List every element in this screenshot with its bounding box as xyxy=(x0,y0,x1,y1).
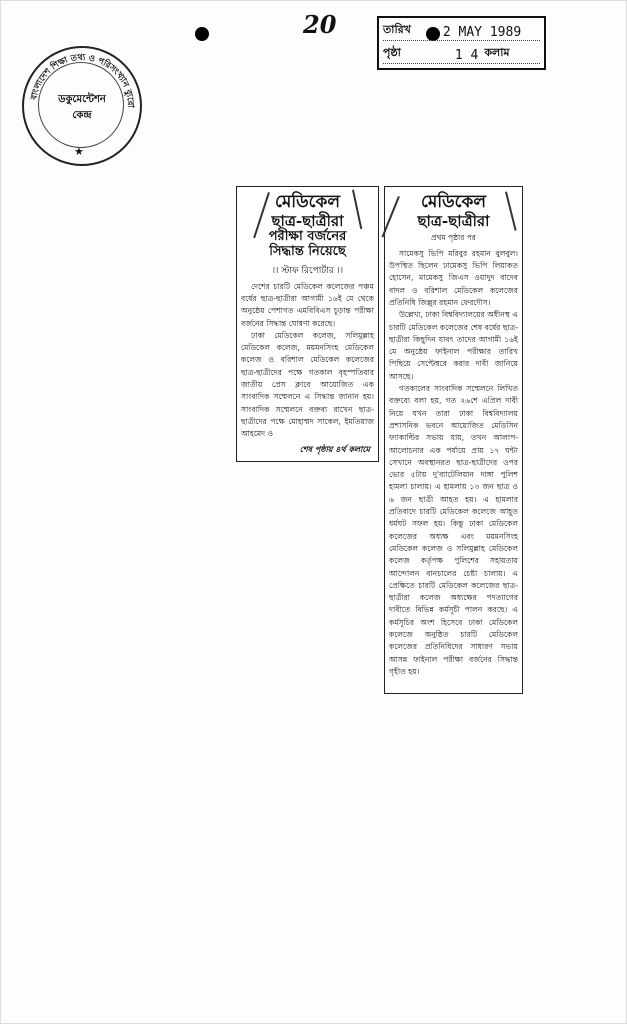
stamp-date-label: তারিখ xyxy=(383,23,411,36)
article-left-byline: ।। স্টাফ রিপোর্টার ।। xyxy=(271,265,344,276)
article-right-paragraph: উল্লেখ্য, ঢাকা বিশ্ববিদ্যালয়ের অধীনস্থ এ চারটি মেডিকেল কলেজের শেষ বর্ষের ছাত্র-ছাত্রীরা কিছুদিন যাবৎ তাদের আগামী ১৬ই মে অনুষ্ঠেয় ফাইনাল পরীক্ষার তারিখ পিছিয়ে সেপ্টেম্বরে করার দাবী জানিয়ে আসছে। xyxy=(389,310,518,381)
stamp-page-label: পৃষ্ঠা xyxy=(383,46,401,59)
stamp-column-label: কলাম xyxy=(484,46,510,59)
headline-line: মেডিকেল xyxy=(420,192,487,212)
article-right-byline: প্রথম পৃষ্ঠার পর xyxy=(431,232,476,242)
stamp-column-value: 1 4 xyxy=(454,48,479,63)
seal-star-icon: ★ xyxy=(74,145,84,158)
stamp-page-row xyxy=(383,43,540,64)
documentation-center-seal xyxy=(22,46,142,166)
article-right-clipping xyxy=(384,186,523,694)
article-right-headline xyxy=(385,193,522,230)
article-left-paragraph: দেশের চারটি মেডিকেল কলেজের পঞ্চম বর্ষের ছাত্র-ছাত্রীরা আগামী ১৬ই মে থেকে অনুষ্ঠেয় পেশাগত এমবিবিএস চূড়ান্ত পরীক্ষা বর্জনের সিদ্ধান্ত ঘোষণা করেছে। xyxy=(241,281,374,328)
stamp-date-row xyxy=(383,20,540,41)
seal-ring-label: বাংলাদেশ শিক্ষা তথ্য ও পরিসংখ্যান ব্যুরো xyxy=(29,52,136,109)
headline-line: মেডিকেল xyxy=(274,192,341,212)
headline-line: পরীক্ষা বর্জনের xyxy=(268,228,347,244)
article-left-continued: শেষ পৃষ্ঠায় ৪র্থ কলামে xyxy=(292,442,378,459)
seal-center-line2: কেন্দ্র xyxy=(72,110,92,121)
headline-line: সিদ্ধান্ত নিয়েছে xyxy=(269,243,346,259)
punch-hole-left xyxy=(195,27,209,41)
page-number: 20 xyxy=(303,10,337,39)
seal-center-line1: ডকুমেন্টেশন xyxy=(58,94,106,105)
article-right-paragraph: গতকালের সাংবাদিক সম্মেলনে লিখিত বক্তব্যে বলা হয়, গত ২৬শে এপ্রিল দাবী নিয়ে যখন তারা ঢাকা বিশ্ববিদ্যালয় প্রশাসনিক ভবনে আয়োজিত মেডিসিন ফ্যাকাল্টির সভায় যায়, তখন আলাপ-আলোচনার এক পর্যায়ে প্রায় ১৭ ঘন্টা সেখানে অবস্থানরত ছাত্র-ছাত্রীদের ওপর ভোর ৫টায় দু'ব্যাটেলিয়ান দাঙ্গা পুলিশ হামলা চালায়। এ হামলায় ১৩ জন ছাত্র ও ৬ জন ছাত্রী আহত হয়। এ হামলার প্রতিবাদে চারটি মেডিকেল কলেজে আহূত ধর্মঘট সফল হয়। কিন্তু ঢাকা মেডিকেল কলেজের অধ্যক্ষ এবং ময়মনসিংহ মেডিকেল কলেজ ও সলিমুল্লাহ মেডিকেল কলেজ কর্তৃপক্ষ পুলিশের সহায়তায় আন্দোলন বানচালের চেষ্টা চালায়। এ প্রেক্ষিতে চারটি মেডিকেল কলেজের ছাত্র-ছাত্রীরা কলেজ অধ্যক্ষের পদত্যাগের দাবীতে বিভিন্ন কর্মসূচী পালন করছে। এ কর্মসূচির অংশ হিসেবে ঢাকা মেডিকেল কলেজে অনুষ্ঠিত চারটি মেডিকেল কলেজের প্রতিনিধিদের সাধারণ সভায় আসন্ন ফাইনাল পরীক্ষা বর্জনের সিদ্ধান্ত গৃহীত হয়। xyxy=(389,384,518,676)
article-right-paragraph: সামেকসু ভিপি মরিবুর রহমান বুলবুল। উপস্থিত ছিলেন ঢামেকসু ভিপি লিয়াকত হোসেন, মামেকসু জিএস ওয়াদুদ বাদেব বাদল ও বরিশাল মেডিকেল কলেজের প্রতিনিধি জিল্লুর রহমান ফেরদৌস। xyxy=(389,248,518,307)
stamp-date-value: 2 MAY 1989 xyxy=(442,25,522,40)
headline-line: ছাত্র-ছাত্রীরা xyxy=(271,211,344,230)
headline-line: ছাত্র-ছাত্রীরা xyxy=(417,211,490,230)
article-left-paragraph: ঢাকা মেডিকেল কলেজ, সলিমুল্লাহ মেডিকেল কলেজ, ময়মনসিংহ মেডিকেল কলেজ ও বরিশাল মেডিকেল কলেজের ছাত্র-ছাত্রীদের পক্ষে গতকাল বৃহস্পতিবার জাতীয় প্রেস ক্লাবে আয়োজিত এক সাংবাদিক সম্মেলনে এ সিদ্ধান্ত জানান হয়। সাংবাদিক সম্মেলনে বক্তব্য রাখেন ছাত্র-ছাত্রীদের পক্ষে মোহাম্মদ সাকেল, ইমতিয়াজ আহমেদ ও xyxy=(241,330,374,439)
date-stamp xyxy=(377,16,546,70)
